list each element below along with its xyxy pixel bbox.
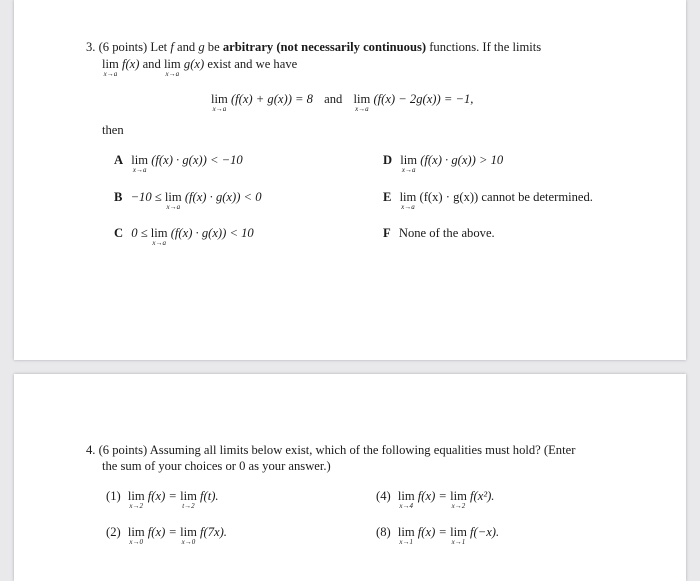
limit-operator: lim x→a (164, 190, 182, 211)
lim-f-expression: f(x) (121, 57, 140, 71)
option-label: D (383, 153, 393, 167)
choice-number: (1) (106, 489, 121, 503)
and-text: and (177, 40, 196, 54)
limit-operator: lim x→0 (127, 525, 145, 546)
option-expression: (f(x) · g(x)) < 10 (170, 226, 254, 240)
problem-number: 3. (86, 40, 96, 54)
limit-operator: lim x→1 (397, 525, 415, 546)
and-text: and (142, 57, 161, 71)
intro-text: Assuming all limits below exist, which of the following equalities must hold? (Enter (149, 443, 576, 457)
choice-number: (2) (106, 525, 121, 539)
limit-operator: lim x→a (399, 190, 417, 211)
option-label: B (114, 190, 123, 204)
limit-operator: lim x→a (211, 92, 228, 113)
limit-operator: lim x→a (400, 153, 418, 174)
problem-4-intro-line-2: the sum of your choices or 0 as your answer.) (102, 459, 331, 473)
exist-text: exist and we have (207, 57, 298, 71)
problem-points: (6 points) (98, 40, 148, 54)
choice-lhs: f(x) = (147, 525, 177, 539)
limit-operator: lim x→a (102, 57, 119, 78)
equation-difference: (f(x) − 2g(x)) = −1, (373, 92, 474, 106)
option-label: C (114, 226, 124, 240)
equation-sum: (f(x) + g(x)) = 8 (230, 92, 313, 106)
f-symbol: f (170, 40, 174, 54)
choice-rhs: f(−x). (470, 525, 500, 539)
limit-operator: lim x→a (353, 92, 371, 113)
g-symbol: g (198, 40, 205, 54)
limit-operator: lim x→a (131, 153, 149, 174)
limit-operator: lim x→a (150, 226, 168, 247)
limit-operator: lim x→a (163, 57, 181, 78)
option-prefix: −10 ≤ (130, 190, 162, 204)
option-d[interactable] (383, 153, 504, 174)
problem-points: (6 points) (98, 443, 148, 457)
problem-4-card (14, 374, 686, 581)
option-expression: (f(x) · g(x)) > 10 (420, 153, 504, 167)
choice-4[interactable] (376, 489, 495, 510)
option-expression: (f(x) · g(x)) < 0 (184, 190, 262, 204)
option-c[interactable] (114, 226, 254, 247)
choice-number: (8) (376, 525, 391, 539)
option-prefix: 0 ≤ (131, 226, 148, 240)
limit-operator: lim x→2 (450, 489, 467, 510)
option-expression: (f(x) · g(x)) cannot be determined. (419, 190, 593, 204)
choice-rhs: f(x²). (470, 489, 495, 503)
option-expression: (f(x) · g(x)) < −10 (151, 153, 243, 167)
problem-3-intro-line (86, 40, 541, 55)
display-equation (211, 92, 474, 113)
option-text: None of the above. (398, 226, 495, 240)
choice-rhs: f(t). (200, 489, 219, 503)
choice-lhs: f(x) = (417, 525, 447, 539)
option-b[interactable] (114, 190, 262, 211)
and-text: and (324, 92, 343, 106)
limit-operator: lim x→1 (450, 525, 467, 546)
choice-number: (4) (376, 489, 391, 503)
choice-lhs: f(x) = (417, 489, 447, 503)
be-text: be (207, 40, 220, 54)
intro-text-continued: functions. If the limits (429, 40, 542, 54)
option-f[interactable] (383, 226, 495, 241)
problem-3-limits-line (102, 57, 298, 78)
problem-number: 4. (86, 443, 96, 457)
limit-operator: lim t→2 (180, 489, 197, 510)
bold-phrase: arbitrary (not necessarily continuous) (222, 40, 427, 54)
choice-lhs: f(x) = (147, 489, 177, 503)
option-a[interactable] (114, 153, 243, 174)
option-e[interactable] (383, 190, 593, 211)
limit-operator: lim x→4 (397, 489, 415, 510)
problem-3-card (14, 0, 686, 360)
problem-4-intro-line (86, 443, 575, 458)
intro-text: Let (150, 40, 168, 54)
limit-operator: lim x→2 (127, 489, 145, 510)
choice-2[interactable] (106, 525, 227, 546)
choice-8[interactable] (376, 525, 500, 546)
then-text: then (102, 123, 124, 137)
option-label: F (383, 226, 391, 240)
choice-rhs: f(7x). (200, 525, 227, 539)
limit-operator: lim x→0 (180, 525, 197, 546)
option-label: E (383, 190, 392, 204)
option-label: A (114, 153, 124, 167)
lim-g-expression: g(x) (183, 57, 205, 71)
choice-1[interactable] (106, 489, 219, 510)
